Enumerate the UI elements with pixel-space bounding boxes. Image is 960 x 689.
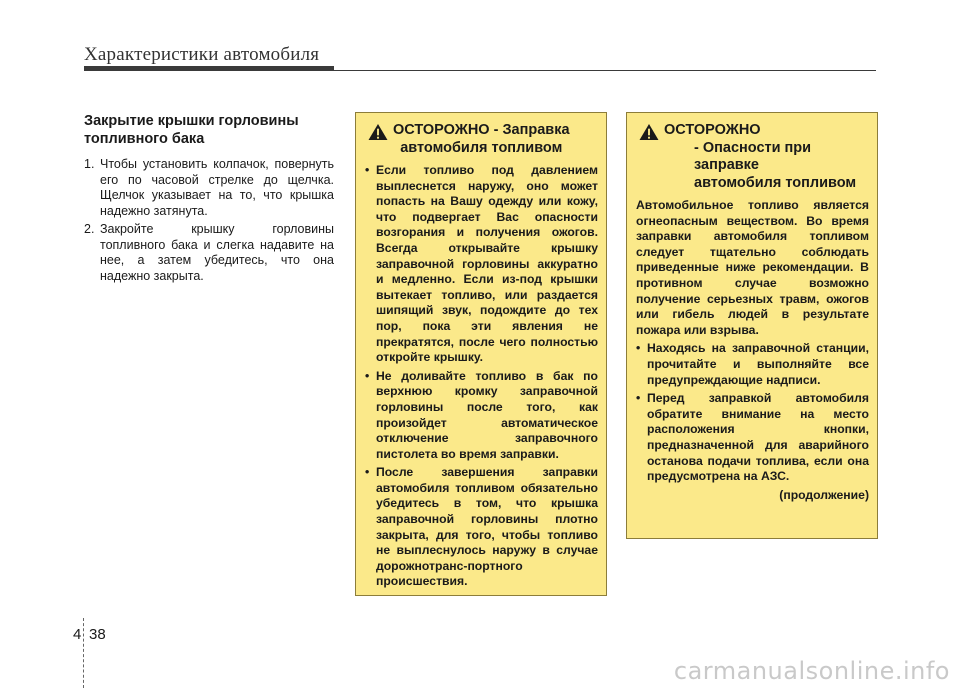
continued-note: (продолжение) bbox=[779, 487, 869, 502]
page-separator bbox=[83, 618, 84, 688]
warning-bullets bbox=[636, 341, 869, 484]
header-title: Характеристики автомобиля bbox=[84, 44, 320, 65]
warning-title bbox=[393, 122, 570, 157]
warning-bullet: • Не доливайте топливо в бак по верхнюю кромку заправочной горловины после того, как произойдет автоматическое отключение заправочного пистолета во время заправки. bbox=[365, 368, 598, 461]
step-item bbox=[84, 157, 334, 219]
chapter-number: 4 bbox=[73, 626, 82, 643]
step-number: 1. bbox=[84, 157, 95, 171]
header-rule-thick bbox=[84, 66, 334, 71]
warning-bullets bbox=[365, 163, 598, 590]
instructions-column bbox=[84, 112, 334, 287]
warning-header bbox=[365, 122, 598, 157]
header-rule-thin bbox=[334, 70, 876, 71]
page-number: 38 bbox=[89, 626, 106, 643]
warning-bullet: • Перед заправкой автомобиля обратите внимание на место расположения кнопки, предназначенной для аварийного останова подачи топлива, если она предусмотрена на АЗС. bbox=[636, 391, 869, 484]
step-number: 2. bbox=[84, 222, 95, 236]
step-text: Закройте крышку горловины топливного бака и слегка надавите на нее, а затем убедитесь, что она надежно закрыта. bbox=[100, 222, 334, 283]
warning-title-line1: ОСТОРОЖНО - Заправка bbox=[393, 122, 570, 138]
watermark: carmanualsonline.info bbox=[673, 657, 950, 685]
warning-title bbox=[664, 122, 869, 192]
step-item bbox=[84, 222, 334, 284]
warning-header bbox=[636, 122, 869, 192]
section-title: Закрытие крышки горловины топливного бака bbox=[84, 113, 299, 147]
warning-triangle-icon bbox=[367, 123, 389, 141]
warning-bullet: • После завершения заправки автомобиля топливом обязательно убедитесь в том, что крышка заправочной горловины плотно закрыта, для того, чтобы топливо не выплеснулось наружу в случае дорожнотранс-портного происшествия. bbox=[365, 465, 598, 589]
warning-bullet: • Находясь на заправочной станции, прочитайте и выполняйте все предупреждающие надписи. bbox=[636, 341, 869, 387]
warning-title-line1: ОСТОРОЖНО bbox=[664, 122, 761, 138]
warning-box-refueling bbox=[355, 112, 607, 596]
steps-list bbox=[84, 157, 334, 284]
warning-triangle-icon bbox=[638, 123, 660, 141]
warning-title-line2: - Опасности при заправке bbox=[694, 139, 812, 173]
warning-paragraph: Автомобильное топливо является огнеопасным веществом. Во время заправки автомобиля топливом следует тщательно соблюдать приведенные ниже рекомендации. В противном случае возможно получение серьезных травм, ожогов или гибель людей в результате пожара или взрыва. bbox=[636, 198, 869, 337]
warning-title-line2: автомобиля топливом bbox=[400, 139, 563, 156]
warning-box-refueling-hazards bbox=[626, 112, 878, 539]
warning-title-line3: автомобиля топливом bbox=[694, 174, 857, 191]
warning-bullet: • Если топливо под давлением выплеснется наружу, оно может попасть на Вашу одежду или кожу, что подвергает Вас опасности возгорания и получения ожогов. Всегда открывайте крышку заправочной горловины аккуратно и медленно. Если из-под крышки вытекает топливо, или раздается шипящий звук, подождите до тех пор, пока эти явления не прекратятся, после чего полностью откройте крышку. bbox=[365, 163, 598, 365]
step-text: Чтобы установить колпачок, повернуть его по часовой стрелке до щелчка. Щелчок указывает на то, что крышка надежно затянута. bbox=[100, 157, 334, 218]
